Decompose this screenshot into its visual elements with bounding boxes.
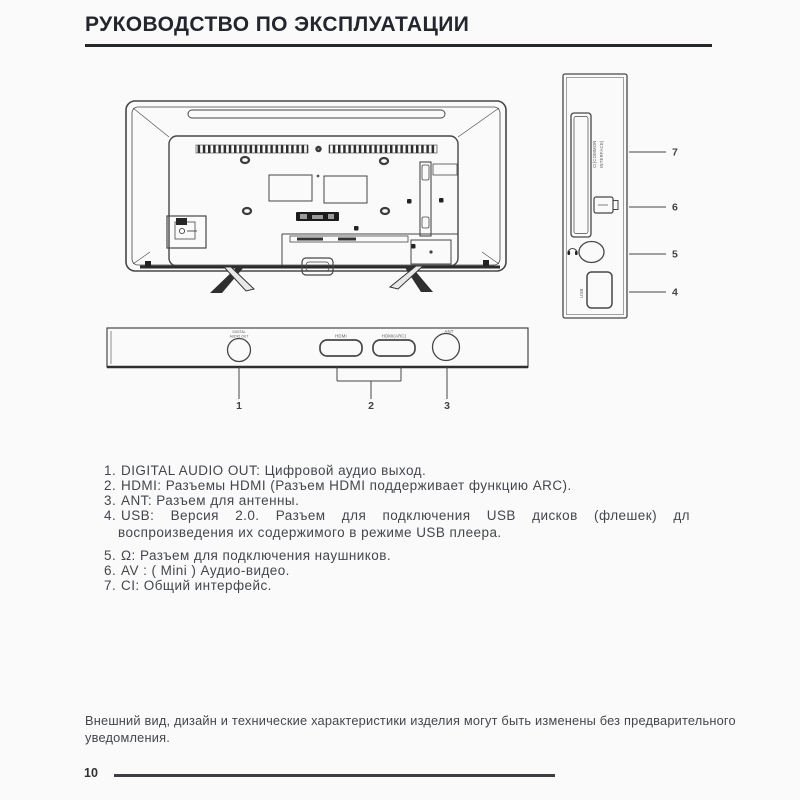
av-mini-port [594, 197, 618, 213]
list-item: 3. ANT: Разъем для антенны. [104, 493, 300, 508]
svg-text:HDMI: HDMI [335, 333, 347, 339]
usb-port [587, 272, 612, 308]
side-port-recess [420, 162, 457, 236]
callout-3: 3 [444, 400, 450, 412]
tv-rear-view-diagram [126, 101, 506, 293]
vent-strip-right [329, 145, 437, 153]
svg-text:HDMI(ARC): HDMI(ARC) [381, 333, 407, 339]
svg-text:ANT: ANT [444, 329, 454, 334]
list-item-continuation: воспроизведения их содержимого в режиме USB плеера. [118, 525, 502, 540]
callout-5: 5 [672, 248, 678, 261]
ci-slot-label: CI(COMMON [592, 140, 597, 168]
list-item: 6. AV : ( Mini ) Аудио-видео. [104, 563, 290, 578]
rating-label-right [324, 176, 367, 203]
callout-2: 2 [368, 400, 374, 412]
footer-note: Внешний вид, дизайн и технические характеристики изделия могут быть изменены без предварительного уведомления. [85, 713, 736, 745]
list-item: 2. HDMI: Разъемы HDMI (Разъем HDMI поддерживает функцию ARC). [104, 478, 572, 493]
digital-audio-out-port [228, 330, 251, 362]
svg-text:AUDIO OUT: AUDIO OUT [229, 334, 249, 339]
power-inlet-box [167, 216, 206, 248]
page-number: 10 [84, 766, 98, 780]
list-item: 7. CI: Общий интерфейс. [104, 578, 272, 593]
page-title: РУКОВОДСТВО ПО ЭКСПЛУАТАЦИИ [85, 13, 470, 36]
bottom-port-recess [282, 234, 458, 266]
rear-top-slot [188, 110, 445, 118]
list-item: 4. USB: Версия 2.0. Разъем для подключения USB дисков (флешек) дл [104, 508, 690, 523]
hdmi-arc-port [373, 334, 415, 357]
callout-4: 4 [672, 286, 678, 299]
bottom-panel-diagram [107, 328, 528, 412]
rating-label-left [269, 175, 312, 201]
svg-text:DIGITAL: DIGITAL [232, 330, 246, 334]
vent-strip-left [196, 145, 308, 153]
connector-list [104, 463, 690, 593]
callout-1: 1 [236, 400, 242, 412]
side-panel-callouts [629, 147, 678, 299]
callout-7: 7 [672, 146, 678, 159]
list-item: 5. Ω: Разъем для подключения наушников. [104, 548, 392, 563]
side-panel-diagram [563, 74, 678, 318]
callout-6: 6 [672, 201, 678, 214]
svg-text:INTERFACE): INTERFACE) [599, 140, 604, 168]
rear-port-bar [296, 212, 339, 221]
ci-slot [571, 113, 591, 237]
ant-port [433, 329, 460, 361]
bottom-panel-callouts [236, 367, 450, 412]
list-item: 1. DIGITAL AUDIO OUT: Цифровой аудио выход. [104, 463, 427, 478]
stand-foot-right [390, 266, 433, 292]
footer-rule [114, 774, 555, 777]
hdmi-port [320, 334, 362, 357]
headphone-jack [568, 242, 605, 263]
usb-port-label: USB [579, 288, 584, 298]
